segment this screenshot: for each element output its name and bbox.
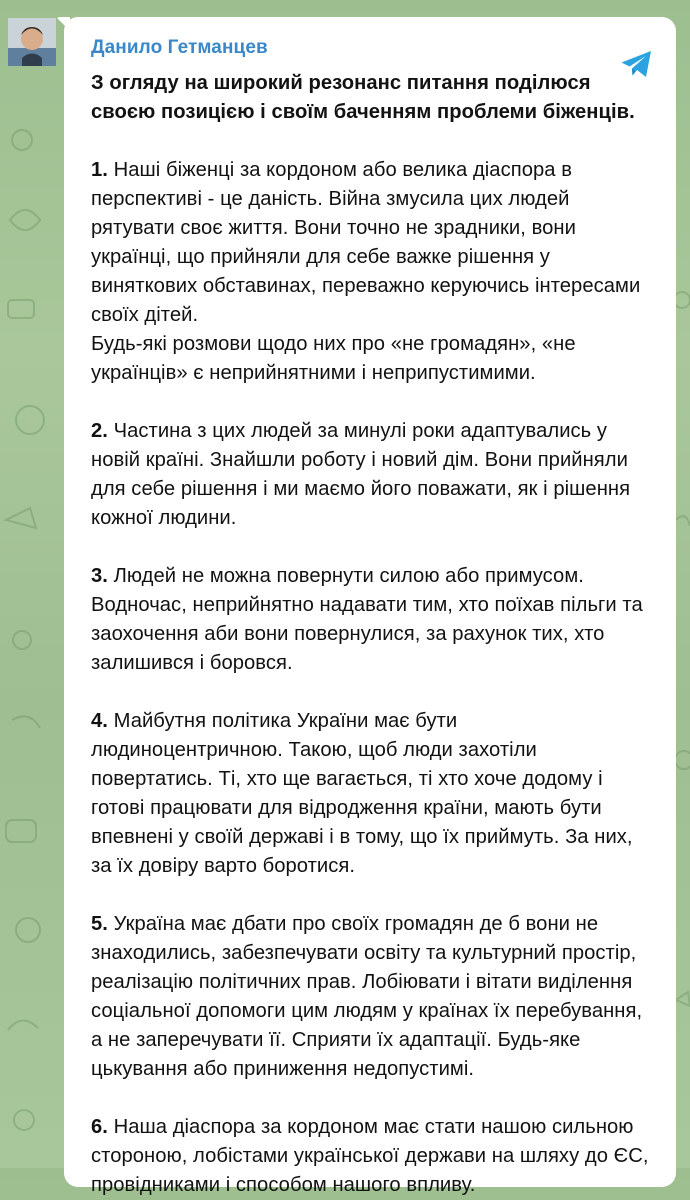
post-intro: З огляду на широкий резонанс питання поділюся своєю позицією і своїм баченням проблеми біженців.: [91, 72, 635, 123]
point-1-continuation: Будь-які розмови щодо них про «не громадян», «не українців» є неприйнятними і неприпустимими.: [91, 333, 576, 384]
point-text: Наша діаспора за кордоном має стати нашою сильною стороною, лобістами української держави на шляху до ЄС, провідниками і способом нашого впливу.: [91, 1116, 649, 1196]
point-text: Частина з цих людей за минулі роки адаптувались у новій країні. Знайшли роботу і новий дім. Вони прийняли для себе рішення і ми маємо його поважати, як і рішення кожної людини.: [91, 420, 631, 529]
author-avatar[interactable]: [8, 18, 56, 66]
point-6: [91, 1113, 652, 1200]
point-number: 6.: [91, 1116, 108, 1138]
point-text: Людей не можна повернути силою або примусом. Водночас, неприйнятно надавати тим, хто поїхав пільги та заохочення аби вони повернулися, за рахунок тих, хто залишився і боровся.: [91, 565, 643, 674]
point-text: Україна має дбати про своїх громадян де б вони не знаходились, забезпечувати освіту та культурний простір, реалізацію політичних прав. Лобіювати і вітати виділення соціальної допомоги цим людям у країнах їх перебування, а не заперечувати її. Сприяти їх адаптації. Будь-яке цькування або приниження недопустимі.: [91, 913, 643, 1080]
point-4: [91, 707, 652, 881]
point-5: [91, 910, 652, 1084]
point-2: [91, 417, 652, 533]
point-number: 2.: [91, 420, 108, 442]
point-text: Майбутня політика України має бути людиноцентричною. Такою, щоб люди захотіли повертатись. Ті, хто ще вагається, ті хто хоче додому і готові працювати для відродження країни, мають бути впевнені у своїй державі і в тому, що їх приймуть. За них, за їх довіру варто боротися.: [91, 710, 633, 877]
telegram-icon[interactable]: [620, 49, 654, 79]
post-text: [91, 69, 652, 1200]
message-bubble: [64, 17, 676, 1196]
point-1: [91, 156, 652, 330]
point-text: Наші біженці за кордоном або велика діаспора в перспективі - це даність. Війна змусила цих людей рятувати своє життя. Вони точно не зрадники, вони українці, що прийняли для себе важке рішення у виняткових обставинах, переважно керуючись інтересами своїх дітей.: [91, 159, 641, 326]
point-number: 3.: [91, 565, 108, 587]
avatar-photo-icon: [8, 18, 56, 66]
point-number: 5.: [91, 913, 108, 935]
point-number: 4.: [91, 710, 108, 732]
point-3: [91, 562, 652, 678]
point-number: 1.: [91, 159, 108, 181]
author-name[interactable]: Данило Гетманцев: [91, 37, 268, 58]
